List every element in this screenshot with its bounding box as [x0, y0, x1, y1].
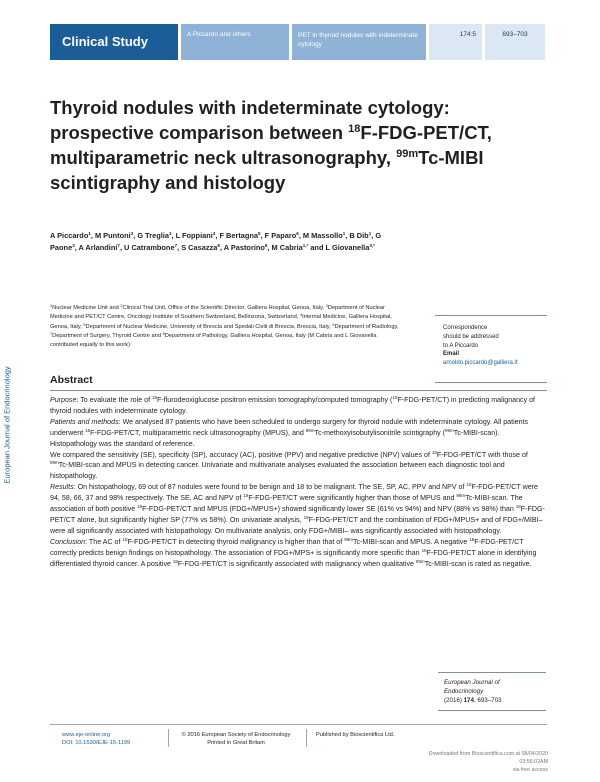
abstract-text: : The AC of [85, 537, 123, 546]
affiliation-text: (M Cabria and L Giovanella contributed equally to this work) [50, 332, 377, 349]
author-separator: , [177, 243, 182, 253]
author-affiliation-mark: 8 [217, 243, 220, 249]
author-separator: , [133, 231, 138, 240]
abstract-text: F-flurodeoxiglucose positron emission tomography/computed tomography ( [157, 396, 393, 404]
author-name: G Treglia [137, 231, 169, 240]
author-name: M Massollo [302, 231, 343, 240]
isotope-superscript: 18 [172, 558, 178, 564]
journal-sidebar [1, 330, 13, 490]
title-superscript: 18 [348, 123, 361, 135]
affiliation-text: Department of Radiology, [334, 323, 399, 330]
author-affiliation-mark: 3,* [369, 243, 375, 249]
email-label: Email [443, 351, 460, 358]
isotope-superscript: 18 [515, 504, 521, 510]
author-name: A Piccardo [50, 231, 89, 240]
author-affiliation-mark: 1 [342, 231, 346, 236]
author-separator: , [371, 231, 376, 240]
author-name: F Paparo [264, 231, 297, 240]
abstract-text: Tc-MIBI-scan and MPUS in detecting cancer. Univariate and multivariate analyses evaluated the association between each diagnostic tool and histopathology. [50, 461, 505, 481]
correspondence-label: Correspondence [443, 325, 488, 331]
isotope-superscript: 99m [344, 536, 353, 542]
abstract-text: : To evaluate the role of [76, 396, 153, 404]
author-affiliation-mark: 1 [368, 231, 372, 236]
author-affiliation-mark: 2 [130, 231, 134, 236]
journal-name: Endocrinology [444, 688, 484, 695]
abstract-heading: Abstract [50, 374, 93, 386]
title-part: F-FDG-PET/CT, multiparametric neck ultrasonography, [50, 122, 492, 168]
isotope-superscript: 18 [421, 547, 427, 553]
journal-name: European Journal of [444, 679, 500, 686]
abstract-paragraph [50, 450, 547, 483]
abstract-text: F-FDG-PET/CT correctly predicts benign findings on histopathology. The association of FDG+/MPS+ is significantly more specific than [50, 537, 524, 557]
abstract-text: Tc-methoxyisobutylisonitrile scintigraphy ( [314, 428, 446, 437]
abstract-text: We compared the sensitivity (SE), specificity (SP), accuracy (AC), positive (PPV) and negative predictive (NPV) values of [50, 450, 432, 459]
author-affiliation-mark: 1 [88, 231, 91, 236]
doi-link[interactable]: DOI: 10.1530/EJE-15-1199 [62, 740, 131, 746]
abstract-paragraph [50, 482, 547, 537]
isotope-superscript: 18 [469, 536, 475, 542]
abstract-body [50, 395, 547, 570]
copyright-text: © 2016 European Society of Endocrinology [181, 732, 291, 738]
affiliation-number: 3 [325, 304, 328, 308]
abstract-paragraph [50, 395, 547, 417]
author-name: L Giovanella [325, 243, 370, 253]
isotope-superscript: 99m [50, 460, 59, 466]
affiliation-number: 5 [83, 322, 86, 327]
running-authors: A Piccardo and others [181, 24, 289, 60]
isotope-superscript: 99m [445, 427, 454, 433]
abstract-divider [50, 390, 547, 391]
author-separator: , [119, 243, 125, 253]
correspondence-box [435, 315, 547, 383]
author-affiliation-mark: 3 [72, 243, 75, 249]
citation-year: (2016) [444, 697, 464, 704]
abstract-section-label: Results [50, 483, 74, 492]
affiliation-number: 7 [50, 331, 53, 336]
author-list [50, 230, 390, 255]
abstract-text: : We analysed 87 patients who have been scheduled to undergo surgery for thyroid nodule with indeterminate cytology. All patients underwent [50, 417, 529, 437]
author-separator: , [171, 231, 176, 240]
abstract-text: F-FDG-PET/CT were significantly higher than those of MPUS and [248, 494, 457, 503]
footer-separator [168, 729, 169, 747]
download-text: via free access [512, 767, 548, 773]
isotope-superscript: 18 [85, 427, 91, 433]
author-name: F Bertagna [219, 231, 259, 240]
affiliation-number: 6 [332, 322, 335, 327]
author-separator: , [267, 243, 272, 253]
author-affiliation-mark: 6 [296, 231, 299, 236]
abstract-text: Tc-MIBI-scan is rated as negative. [424, 559, 532, 568]
abstract-paragraph [50, 417, 547, 450]
abstract-text: F-FDG-PET/CT alone in identifying differentiated thyroid cancer. A positive [50, 548, 537, 568]
citation-pages: , 693–703 [473, 697, 502, 704]
author-affiliation-mark: 5 [258, 231, 261, 236]
affiliation-text: Department of Pathology, Galliera Hospital, Genoa, Italy [164, 332, 308, 339]
author-separator: , [345, 231, 350, 240]
isotope-superscript: 18 [392, 395, 398, 400]
footer-copyright [174, 731, 298, 747]
title-part: Thyroid nodules with indeterminate cytology: prospective comparison between [50, 97, 450, 143]
isotope-superscript: 18 [466, 482, 472, 488]
affiliation-number: 8 [162, 331, 165, 336]
author-affiliation-mark: 1,* [302, 243, 309, 249]
author-name: A Arlandini [78, 243, 118, 253]
isotope-superscript: 18 [122, 536, 128, 542]
author-name: L Foppiani [175, 231, 213, 240]
abstract-text: F-FDG-PET/CT and MPUS (FDG+/MPUS+) showed significantly lower SE (61% vs 94%) and NPV (88% vs 98%) than [142, 505, 516, 514]
abstract-section-label: Conclusion [50, 537, 86, 546]
author-name: S Casazza [181, 243, 218, 253]
abstract-text: Tc-MIBI-scan. The association of both positive [50, 494, 523, 514]
author-name: A Pastorino [223, 243, 265, 253]
citation [444, 696, 546, 705]
article-title [50, 95, 550, 195]
page-range: 693–703 [485, 24, 545, 60]
running-topic: PET in thyroid nodules with indeterminate cytology [292, 24, 426, 60]
abstract-text: F-FDG-PET/CT with those of [436, 450, 528, 459]
publisher-text: Published by Bioscientifica Ltd. [316, 732, 395, 738]
affiliation-number: 1 [50, 304, 53, 308]
author-affiliation-mark: 3 [168, 231, 172, 236]
footer-links [62, 731, 130, 747]
volume-issue: 174:5 [429, 24, 482, 60]
author-affiliation-mark: 8 [264, 243, 268, 249]
affiliations [50, 304, 400, 350]
affiliation-text: Department of Surgery, Thyroid Centre and [52, 332, 163, 339]
download-notice [412, 750, 548, 774]
author-name: M Puntoni [94, 231, 131, 240]
abstract-section-label: Patients and methods [50, 417, 119, 426]
abstract-text: F-FDG-PET/CT and the combination of FDG+/MPUS+ and of FDG+/MIBI– were all significantly associated with histopathology. On multivariate analysis, only FDG+/MIBI– was significantly associated with histopathology. [50, 515, 543, 535]
section-label: Clinical Study [50, 24, 178, 60]
abstract-text: F-FDG-PET/CT) in predicting malignancy of thyroid nodules with indeterminate cytology. [50, 396, 536, 415]
author-name: U Catrambone [124, 243, 175, 253]
author-name: G Paone [50, 231, 382, 253]
author-separator: , [74, 243, 79, 253]
isotope-superscript: 18 [152, 395, 158, 400]
abstract-paragraph [50, 537, 547, 570]
correspondence-text: should be addressed [443, 333, 499, 340]
printed-text: Printed in Great Britain [207, 740, 265, 746]
abstract-text: Tc-MIBI-scan). Histopathology was the standard of reference. [50, 428, 500, 448]
author-affiliation-mark: 7 [117, 243, 120, 249]
download-text: Downloaded from Bioscientifica.com at 08/04/2020 03:56:02AM [428, 751, 548, 765]
affiliation-text: Nuclear Medicine Unit and [52, 305, 121, 311]
journal-sidebar-label: European Journal of Endocrinology [2, 366, 12, 484]
abstract-text: F-FDG-PET/CT in detecting thyroid malignancy is higher than that of [127, 537, 345, 546]
affiliation-text: Department of Nuclear Medicine and PET/CT Centre, Oncology Institute of Southern Switzerland, Bellinzona, Switzerland, [50, 305, 385, 321]
author-affiliation-mark: 4 [212, 231, 216, 236]
affiliation-number: 2 [120, 304, 123, 308]
author-separator: , [260, 231, 265, 240]
isotope-superscript: 99m [456, 493, 466, 499]
author-separator: , [219, 243, 224, 253]
isotope-superscript: 18 [137, 504, 143, 510]
title-part: Tc-MIBI scintigraphy and histology [50, 147, 484, 193]
author-affiliation-mark: 7 [174, 243, 178, 249]
isotope-superscript: 18 [431, 449, 437, 455]
author-name: B Dib [349, 231, 369, 240]
abstract-text: F-FDG-PET/CT, multiparametric neck ultrasonography (MPUS), and [90, 428, 306, 437]
title-superscript: 99m [396, 148, 419, 160]
abstract-section-label: Purpose [50, 396, 77, 404]
abstract-text: F-FDG-PET/CT were 94, 58, 66, 37 and 98% respectively. The SE, AC and NPV of [50, 483, 538, 503]
author-separator: , [215, 231, 220, 240]
affiliation-text: Department of Nuclear Medicine, University of Brescia and Spedali Civili di Brescia, Brescia, Italy, [85, 323, 333, 330]
citation-volume: 174 [463, 697, 474, 704]
footer-separator [306, 729, 307, 747]
abstract-text: F-FDG-PET/CT is significantly associated with malignancy when qualitative [177, 559, 416, 568]
abstract-text: Tc-MIBI-scan and MPUS. A negative [352, 537, 470, 546]
isotope-superscript: 18 [303, 514, 309, 520]
journal-citation-box [438, 672, 546, 711]
website-link[interactable]: www.eje-online.org [62, 732, 111, 738]
affiliation-text: Internal Medicine, Galliera Hospital, Genoa, Italy, [50, 314, 392, 330]
author-name: M Cabria [271, 243, 303, 253]
correspondence-text: to A Piccardo [443, 342, 479, 349]
footer-divider [50, 724, 547, 725]
abstract-text: : On histopathology, 69 out of 87 nodules were found to be benign and 18 to be malignant. The SE, SP, AC, PPV and NPV of [73, 483, 467, 492]
abstract-text: F-FDG-PET/CT alone, but significantly higher SP (77% vs 58%). On univariate analysis, [50, 505, 545, 524]
author-separator: , [90, 231, 95, 240]
isotope-superscript: 99m [305, 427, 315, 433]
author-separator: , [298, 231, 303, 240]
affiliation-text: Clinical Trial Unit, Office of the Scientific Director, Galliera Hospital, Genoa, Italy, [122, 305, 326, 311]
isotope-superscript: 18 [243, 493, 249, 499]
email-link[interactable]: arnoldo.piccardo@galliera.it [443, 360, 518, 367]
author-separator: and [308, 243, 326, 253]
isotope-superscript: 99m [415, 558, 425, 564]
affiliation-number: 4 [299, 313, 303, 318]
